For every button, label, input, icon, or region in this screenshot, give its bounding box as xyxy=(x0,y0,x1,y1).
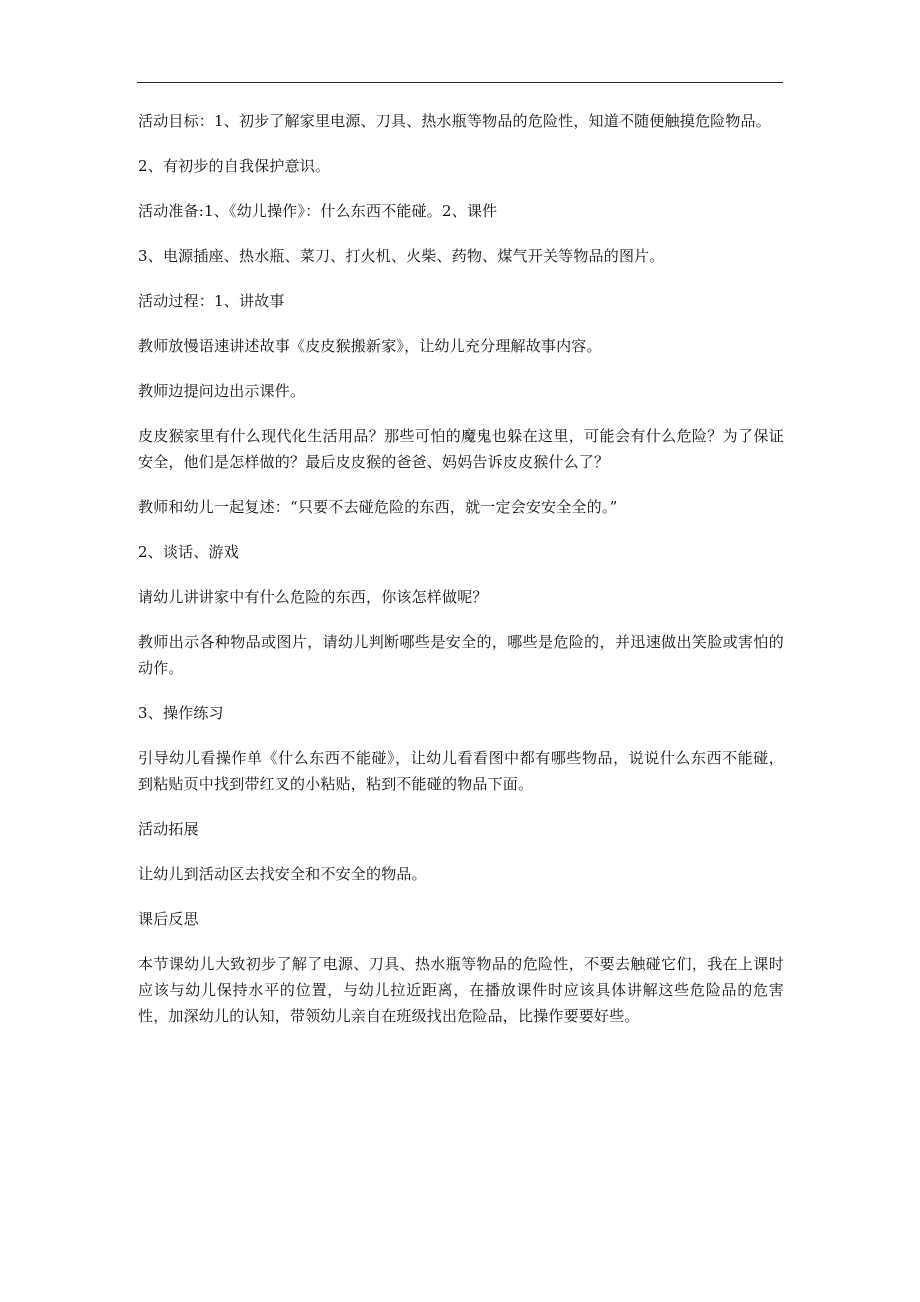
document-body xyxy=(138,108,784,1048)
practice-paragraph: 引导幼儿看操作单《什么东西不能碰》，让幼儿看看图中都有哪些物品，说说什么东西不能碰，到粘贴页中找到带红叉的小粘贴，粘到不能碰的物品下面。 xyxy=(138,749,784,793)
questions-paragraph: 皮皮猴家里有什么现代化生活用品？那些可怕的魔鬼也躲在这里，可能会有什么危险？为了保证安全，他们是怎样做的？最后皮皮猴的爸爸、妈妈告诉皮皮猴什么了？ xyxy=(138,427,784,471)
goal-paragraph: 活动目标：1、初步了解家里电源、刀具、热水瓶等物品的危险性，知道不随便触摸危险物品。 xyxy=(138,112,771,130)
talk-game-heading: 2、谈话、游戏 xyxy=(138,543,239,561)
reflection-heading: 课后反思 xyxy=(138,910,199,928)
story-paragraph: 教师放慢语速讲述故事《皮皮猴搬新家》，让幼儿充分理解故事内容。 xyxy=(138,337,602,355)
extension-heading: 活动拓展 xyxy=(138,820,199,838)
reflection-paragraph: 本节课幼儿大致初步了解了电源、刀具、热水瓶等物品的危险性，不要去触碰它们，我在上课时应该与幼儿保持水平的位置，与幼儿拉近距离，在播放课件时应该具体讲解这些危险品的危害性，加深幼儿的认知，带领幼儿亲自在班级找出危险品，比操作要要好些。 xyxy=(138,955,784,1025)
preparation-paragraph: 活动准备:1、《幼儿操作》：什么东西不能碰。2、课件 xyxy=(138,202,498,220)
goal-item-2: 2、有初步的自我保护意识。 xyxy=(138,157,331,175)
extension-paragraph: 让幼儿到活动区去找安全和不安全的物品。 xyxy=(138,865,427,883)
practice-heading: 3、操作练习 xyxy=(138,704,224,722)
judge-paragraph: 教师出示各种物品或图片，请幼儿判断哪些是安全的，哪些是危险的，并迅速做出笑脸或害怕的动作。 xyxy=(138,633,784,677)
process-heading: 活动过程：1、讲故事 xyxy=(138,292,285,310)
header-rule xyxy=(137,82,783,83)
recite-paragraph: 教师和幼儿一起复述：“只要不去碰危险的东西，就一定会安安全全的。” xyxy=(138,498,618,516)
courseware-paragraph: 教师边提问边出示课件。 xyxy=(138,382,306,400)
talk-paragraph: 请幼儿讲讲家中有什么危险的东西，你该怎样做呢？ xyxy=(138,588,488,606)
preparation-item-3: 3、电源插座、热水瓶、菜刀、打火机、火柴、药物、煤气开关等物品的图片。 xyxy=(138,247,665,265)
